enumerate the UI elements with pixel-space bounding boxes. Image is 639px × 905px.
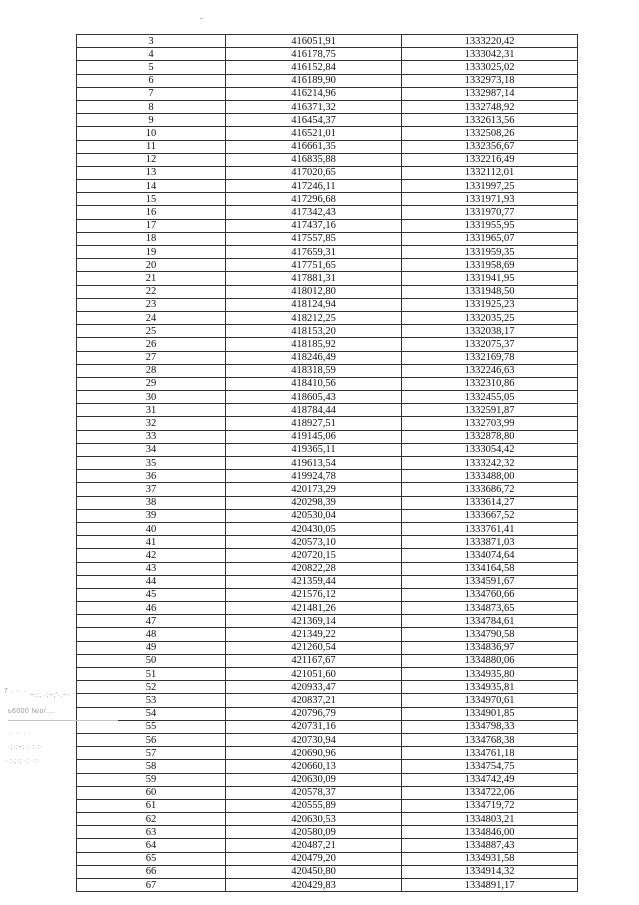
table-row: [77, 430, 578, 443]
table-row: [77, 35, 578, 48]
point-number-cell: 10: [77, 127, 226, 140]
x-coordinate-cell: 417437,16: [226, 219, 402, 232]
point-number-cell: 11: [77, 140, 226, 153]
x-coordinate-cell: 418927,51: [226, 417, 402, 430]
x-coordinate-cell: 420837,21: [226, 694, 402, 707]
x-coordinate-cell: 420573,10: [226, 536, 402, 549]
table-row: [77, 391, 578, 404]
y-coordinate-cell: 1334164,58: [402, 562, 578, 575]
x-coordinate-cell: 418153,20: [226, 325, 402, 338]
y-coordinate-cell: 1332703,99: [402, 417, 578, 430]
x-coordinate-cell: 417557,85: [226, 232, 402, 245]
y-coordinate-cell: 1332973,18: [402, 74, 578, 87]
coordinates-table-body: [77, 35, 578, 892]
x-coordinate-cell: 416371,32: [226, 100, 402, 113]
y-coordinate-cell: 1334970,61: [402, 694, 578, 707]
table-row: [77, 285, 578, 298]
y-coordinate-cell: 1334760,66: [402, 588, 578, 601]
x-coordinate-cell: 417342,43: [226, 206, 402, 219]
y-coordinate-cell: 1334761,18: [402, 747, 578, 760]
table-row: [77, 786, 578, 799]
y-coordinate-cell: 1333871,03: [402, 536, 578, 549]
point-number-cell: 6: [77, 74, 226, 87]
table-row: [77, 496, 578, 509]
table-row: [77, 760, 578, 773]
y-coordinate-cell: 1334790,58: [402, 628, 578, 641]
point-number-cell: 56: [77, 733, 226, 746]
y-coordinate-cell: 1332216,49: [402, 153, 578, 166]
point-number-cell: 66: [77, 865, 226, 878]
table-row: [77, 483, 578, 496]
table-row: [77, 707, 578, 720]
point-number-cell: 14: [77, 180, 226, 193]
x-coordinate-cell: 417296,68: [226, 193, 402, 206]
x-coordinate-cell: 419924,78: [226, 470, 402, 483]
stamp-line: 7 · ·· ·: [4, 688, 27, 695]
x-coordinate-cell: 421260,54: [226, 641, 402, 654]
point-number-cell: 41: [77, 536, 226, 549]
table-row: [77, 311, 578, 324]
x-coordinate-cell: 416051,91: [226, 35, 402, 48]
point-number-cell: 47: [77, 615, 226, 628]
x-coordinate-cell: 416454,37: [226, 114, 402, 127]
x-coordinate-cell: 419365,11: [226, 443, 402, 456]
stamp-line: ··:·;·; ·: ·:·: [4, 758, 40, 765]
x-coordinate-cell: 418410,56: [226, 377, 402, 390]
point-number-cell: 62: [77, 813, 226, 826]
y-coordinate-cell: 1331955,95: [402, 219, 578, 232]
point-number-cell: 9: [77, 114, 226, 127]
table-row: [77, 602, 578, 615]
y-coordinate-cell: 1331941,95: [402, 272, 578, 285]
y-coordinate-cell: 1333220,42: [402, 35, 578, 48]
point-number-cell: 63: [77, 826, 226, 839]
x-coordinate-cell: 418185,92: [226, 338, 402, 351]
point-number-cell: 55: [77, 720, 226, 733]
y-coordinate-cell: 1332169,78: [402, 351, 578, 364]
point-number-cell: 7: [77, 87, 226, 100]
point-number-cell: 21: [77, 272, 226, 285]
point-number-cell: 46: [77, 602, 226, 615]
x-coordinate-cell: 420933,47: [226, 681, 402, 694]
x-coordinate-cell: 416189,90: [226, 74, 402, 87]
y-coordinate-cell: 1334931,58: [402, 852, 578, 865]
x-coordinate-cell: 418246,49: [226, 351, 402, 364]
table-row: [77, 100, 578, 113]
table-row: [77, 628, 578, 641]
y-coordinate-cell: 1334880,06: [402, 654, 578, 667]
point-number-cell: 27: [77, 351, 226, 364]
table-row: [77, 575, 578, 588]
x-coordinate-cell: 421349,22: [226, 628, 402, 641]
x-coordinate-cell: 418212,25: [226, 311, 402, 324]
x-coordinate-cell: 420580,09: [226, 826, 402, 839]
faded-stamp: [0, 688, 130, 778]
y-coordinate-cell: 1332112,01: [402, 166, 578, 179]
x-coordinate-cell: 417659,31: [226, 246, 402, 259]
y-coordinate-cell: 1334846,00: [402, 826, 578, 839]
y-coordinate-cell: 1334074,64: [402, 549, 578, 562]
table-row: [77, 654, 578, 667]
y-coordinate-cell: 1334803,21: [402, 813, 578, 826]
x-coordinate-cell: 420555,89: [226, 799, 402, 812]
y-coordinate-cell: 1332591,87: [402, 404, 578, 417]
x-coordinate-cell: 416521,01: [226, 127, 402, 140]
point-number-cell: 4: [77, 48, 226, 61]
table-row: [77, 140, 578, 153]
x-coordinate-cell: 421051,60: [226, 668, 402, 681]
point-number-cell: 35: [77, 457, 226, 470]
point-number-cell: 43: [77, 562, 226, 575]
y-coordinate-cell: 1332310,86: [402, 377, 578, 390]
x-coordinate-cell: 420487,21: [226, 839, 402, 852]
point-number-cell: 42: [77, 549, 226, 562]
y-coordinate-cell: 1331965,07: [402, 232, 578, 245]
point-number-cell: 33: [77, 430, 226, 443]
point-number-cell: 65: [77, 852, 226, 865]
point-number-cell: 54: [77, 707, 226, 720]
x-coordinate-cell: 420578,37: [226, 786, 402, 799]
x-coordinate-cell: 420796,79: [226, 707, 402, 720]
x-coordinate-cell: 419613,54: [226, 457, 402, 470]
y-coordinate-cell: 1334935,81: [402, 681, 578, 694]
point-number-cell: 58: [77, 760, 226, 773]
point-number-cell: 20: [77, 259, 226, 272]
y-coordinate-cell: 1331971,93: [402, 193, 578, 206]
point-number-cell: 44: [77, 575, 226, 588]
point-number-cell: 64: [77, 839, 226, 852]
stamp-rule: [8, 720, 118, 721]
table-row: [77, 588, 578, 601]
table-row: [77, 193, 578, 206]
y-coordinate-cell: 1332038,17: [402, 325, 578, 338]
table-row: [77, 364, 578, 377]
table-row: [77, 509, 578, 522]
y-coordinate-cell: 1332356,67: [402, 140, 578, 153]
x-coordinate-cell: 420479,20: [226, 852, 402, 865]
point-number-cell: 67: [77, 879, 226, 892]
y-coordinate-cell: 1334891,17: [402, 879, 578, 892]
y-coordinate-cell: 1333667,52: [402, 509, 578, 522]
table-row: [77, 733, 578, 746]
y-coordinate-cell: 1331959,35: [402, 246, 578, 259]
point-number-cell: 19: [77, 246, 226, 259]
x-coordinate-cell: 418012,80: [226, 285, 402, 298]
point-number-cell: 22: [77, 285, 226, 298]
x-coordinate-cell: 416214,96: [226, 87, 402, 100]
x-coordinate-cell: 420298,39: [226, 496, 402, 509]
x-coordinate-cell: 420660,13: [226, 760, 402, 773]
table-row: [77, 826, 578, 839]
y-coordinate-cell: 1333042,31: [402, 48, 578, 61]
point-number-cell: 40: [77, 522, 226, 535]
table-row: [77, 470, 578, 483]
x-coordinate-cell: 420822,28: [226, 562, 402, 575]
stamp-line: ·· ·· · ·: [8, 730, 32, 737]
table-row: [77, 74, 578, 87]
point-number-cell: 16: [77, 206, 226, 219]
point-number-cell: 34: [77, 443, 226, 456]
table-row: [77, 351, 578, 364]
table-row: [77, 865, 578, 878]
y-coordinate-cell: 1334591,67: [402, 575, 578, 588]
table-row: [77, 338, 578, 351]
y-coordinate-cell: 1333054,42: [402, 443, 578, 456]
x-coordinate-cell: 420731,16: [226, 720, 402, 733]
point-number-cell: 32: [77, 417, 226, 430]
y-coordinate-cell: 1333242,32: [402, 457, 578, 470]
y-coordinate-cell: 1331925,23: [402, 298, 578, 311]
point-number-cell: 12: [77, 153, 226, 166]
y-coordinate-cell: 1334836,97: [402, 641, 578, 654]
y-coordinate-cell: 1332987,14: [402, 87, 578, 100]
y-coordinate-cell: 1334722,06: [402, 786, 578, 799]
x-coordinate-cell: 418784,44: [226, 404, 402, 417]
x-coordinate-cell: 420430,05: [226, 522, 402, 535]
table-row: [77, 681, 578, 694]
point-number-cell: 29: [77, 377, 226, 390]
x-coordinate-cell: 416178,75: [226, 48, 402, 61]
table-row: [77, 879, 578, 892]
table-row: [77, 206, 578, 219]
y-coordinate-cell: 1332035,25: [402, 311, 578, 324]
x-coordinate-cell: 420530,04: [226, 509, 402, 522]
x-coordinate-cell: 418605,43: [226, 391, 402, 404]
point-number-cell: 15: [77, 193, 226, 206]
y-coordinate-cell: 1334901,85: [402, 707, 578, 720]
point-number-cell: 57: [77, 747, 226, 760]
point-number-cell: 38: [77, 496, 226, 509]
x-coordinate-cell: 417020,65: [226, 166, 402, 179]
y-coordinate-cell: 1334873,65: [402, 602, 578, 615]
point-number-cell: 24: [77, 311, 226, 324]
x-coordinate-cell: 418318,59: [226, 364, 402, 377]
table-row: [77, 272, 578, 285]
y-coordinate-cell: 1331997,25: [402, 180, 578, 193]
y-coordinate-cell: 1333761,41: [402, 522, 578, 535]
point-number-cell: 30: [77, 391, 226, 404]
x-coordinate-cell: 420630,09: [226, 773, 402, 786]
table-row: [77, 813, 578, 826]
table-row: [77, 166, 578, 179]
table-row: [77, 852, 578, 865]
x-coordinate-cell: 418124,94: [226, 298, 402, 311]
x-coordinate-cell: 421576,12: [226, 588, 402, 601]
y-coordinate-cell: 1334914,32: [402, 865, 578, 878]
y-coordinate-cell: 1332246,63: [402, 364, 578, 377]
table-row: [77, 48, 578, 61]
point-number-cell: 18: [77, 232, 226, 245]
x-coordinate-cell: 420429,83: [226, 879, 402, 892]
scan-mark: [200, 18, 203, 19]
y-coordinate-cell: 1333614,27: [402, 496, 578, 509]
y-coordinate-cell: 1334798,33: [402, 720, 578, 733]
y-coordinate-cell: 1332508,26: [402, 127, 578, 140]
y-coordinate-cell: 1334784,61: [402, 615, 578, 628]
x-coordinate-cell: 416835,88: [226, 153, 402, 166]
y-coordinate-cell: 1334887,43: [402, 839, 578, 852]
point-number-cell: 26: [77, 338, 226, 351]
point-number-cell: 25: [77, 325, 226, 338]
y-coordinate-cell: 1334768,38: [402, 733, 578, 746]
x-coordinate-cell: 421481,26: [226, 602, 402, 615]
table-row: [77, 720, 578, 733]
table-row: [77, 457, 578, 470]
table-row: [77, 615, 578, 628]
point-number-cell: 53: [77, 694, 226, 707]
y-coordinate-cell: 1332613,56: [402, 114, 578, 127]
x-coordinate-cell: 420450,80: [226, 865, 402, 878]
point-number-cell: 37: [77, 483, 226, 496]
table-row: [77, 246, 578, 259]
y-coordinate-cell: 1331948,50: [402, 285, 578, 298]
point-number-cell: 45: [77, 588, 226, 601]
x-coordinate-cell: 420720,15: [226, 549, 402, 562]
table-row: [77, 377, 578, 390]
stamp-line: ь6000 №о/....: [8, 708, 56, 715]
x-coordinate-cell: 420730,94: [226, 733, 402, 746]
table-row: [77, 549, 578, 562]
point-number-cell: 23: [77, 298, 226, 311]
table-row: [77, 404, 578, 417]
x-coordinate-cell: 417881,31: [226, 272, 402, 285]
x-coordinate-cell: 416661,35: [226, 140, 402, 153]
x-coordinate-cell: 416152,84: [226, 61, 402, 74]
table-row: [77, 799, 578, 812]
stamp-line: ·;·:~;·: :·:·: [8, 744, 43, 751]
stamp-line: ~.:, ·;~;'·.~·: [30, 692, 70, 699]
table-row: [77, 694, 578, 707]
y-coordinate-cell: 1332878,80: [402, 430, 578, 443]
point-number-cell: 28: [77, 364, 226, 377]
x-coordinate-cell: 421359,44: [226, 575, 402, 588]
point-number-cell: 5: [77, 61, 226, 74]
table-row: [77, 668, 578, 681]
point-number-cell: 3: [77, 35, 226, 48]
table-row: [77, 839, 578, 852]
table-row: [77, 180, 578, 193]
x-coordinate-cell: 417751,65: [226, 259, 402, 272]
table-row: [77, 417, 578, 430]
table-row: [77, 747, 578, 760]
table-row: [77, 773, 578, 786]
table-row: [77, 259, 578, 272]
y-coordinate-cell: 1332075,37: [402, 338, 578, 351]
point-number-cell: 59: [77, 773, 226, 786]
point-number-cell: 13: [77, 166, 226, 179]
table-row: [77, 443, 578, 456]
x-coordinate-cell: 419145,06: [226, 430, 402, 443]
y-coordinate-cell: 1333686,72: [402, 483, 578, 496]
point-number-cell: 17: [77, 219, 226, 232]
table-row: [77, 522, 578, 535]
y-coordinate-cell: 1334719,72: [402, 799, 578, 812]
point-number-cell: 50: [77, 654, 226, 667]
point-number-cell: 36: [77, 470, 226, 483]
x-coordinate-cell: 420173,29: [226, 483, 402, 496]
y-coordinate-cell: 1334742,49: [402, 773, 578, 786]
point-number-cell: 51: [77, 668, 226, 681]
y-coordinate-cell: 1334754,75: [402, 760, 578, 773]
table-row: [77, 127, 578, 140]
table-row: [77, 641, 578, 654]
y-coordinate-cell: 1331970,77: [402, 206, 578, 219]
y-coordinate-cell: 1332455,05: [402, 391, 578, 404]
point-number-cell: 8: [77, 100, 226, 113]
table-row: [77, 562, 578, 575]
point-number-cell: 52: [77, 681, 226, 694]
table-row: [77, 87, 578, 100]
table-row: [77, 232, 578, 245]
table-row: [77, 153, 578, 166]
x-coordinate-cell: 421369,14: [226, 615, 402, 628]
table-row: [77, 298, 578, 311]
point-number-cell: 39: [77, 509, 226, 522]
y-coordinate-cell: 1333025,02: [402, 61, 578, 74]
point-number-cell: 31: [77, 404, 226, 417]
table-row: [77, 536, 578, 549]
y-coordinate-cell: 1334935,80: [402, 668, 578, 681]
x-coordinate-cell: 420630,53: [226, 813, 402, 826]
table-row: [77, 325, 578, 338]
table-row: [77, 61, 578, 74]
point-number-cell: 49: [77, 641, 226, 654]
point-number-cell: 61: [77, 799, 226, 812]
y-coordinate-cell: 1331958,69: [402, 259, 578, 272]
point-number-cell: 48: [77, 628, 226, 641]
point-number-cell: 60: [77, 786, 226, 799]
table-row: [77, 114, 578, 127]
coordinates-table: [76, 34, 578, 892]
x-coordinate-cell: 417246,11: [226, 180, 402, 193]
table-row: [77, 219, 578, 232]
y-coordinate-cell: 1332748,92: [402, 100, 578, 113]
x-coordinate-cell: 421167,67: [226, 654, 402, 667]
x-coordinate-cell: 420690,96: [226, 747, 402, 760]
y-coordinate-cell: 1333488,00: [402, 470, 578, 483]
